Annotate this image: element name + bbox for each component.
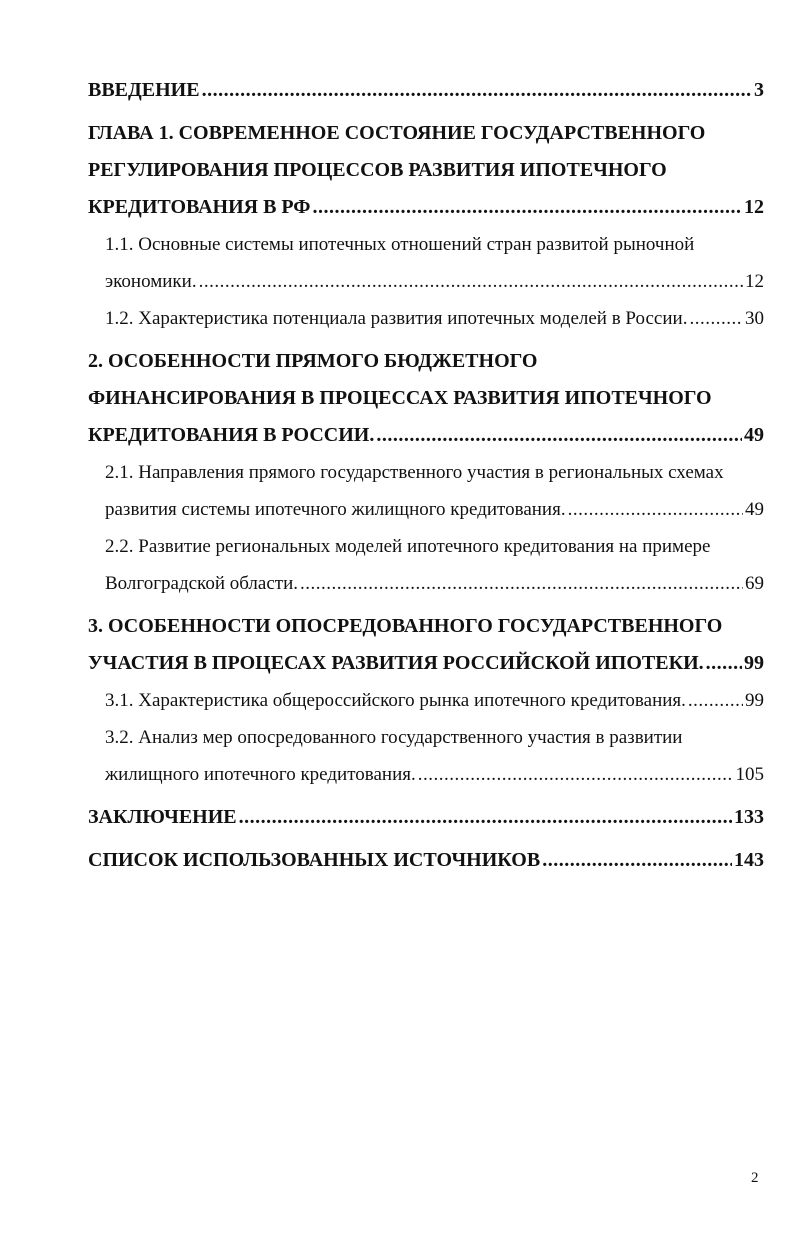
toc-intro bbox=[88, 72, 764, 109]
sources-page: 143 bbox=[734, 849, 764, 871]
chapter-2-title-line-2: ФИНАНСИРОВАНИЯ В ПРОЦЕССАХ РАЗВИТИЯ ИПОТЕЧНОГО bbox=[88, 387, 712, 409]
chapter-2-title-line-1: 2. ОСОБЕННОСТИ ПРЯМОГО БЮДЖЕТНОГО bbox=[88, 350, 538, 372]
chapter-2-title-line-3: КРЕДИТОВАНИЯ В РОССИИ. bbox=[88, 424, 375, 446]
dot-leader bbox=[199, 263, 743, 300]
toc-section-3-2 bbox=[88, 719, 764, 793]
dot-leader bbox=[202, 72, 752, 109]
section-1-2-page: 30 bbox=[745, 308, 764, 329]
dot-leader bbox=[689, 300, 743, 337]
section-3-2-title-line-1: 3.2. Анализ мер опосредованного государственного участия в развитии bbox=[105, 727, 683, 748]
section-1-1-page: 12 bbox=[745, 271, 764, 292]
section-1-1-title-line-2: экономики. bbox=[105, 271, 197, 292]
section-3-2-page: 105 bbox=[735, 764, 764, 785]
section-3-1-page: 99 bbox=[745, 690, 764, 711]
conclusion-title: ЗАКЛЮЧЕНИЕ bbox=[88, 806, 237, 828]
toc-section-1-2 bbox=[88, 300, 764, 337]
toc-sources bbox=[88, 842, 764, 879]
chapter-3-title-line-2: УЧАСТИЯ В ПРОЦЕСАХ РАЗВИТИЯ РОССИЙСКОЙ ИПОТЕКИ. bbox=[88, 652, 704, 674]
toc-intro-page: 3 bbox=[754, 79, 764, 101]
toc-intro-title: ВВЕДЕНИЕ bbox=[88, 79, 200, 101]
sources-title: СПИСОК ИСПОЛЬЗОВАННЫХ ИСТОЧНИКОВ bbox=[88, 849, 541, 871]
toc-chapter-1 bbox=[88, 115, 764, 226]
toc-conclusion bbox=[88, 799, 764, 836]
section-3-1-title: 3.1. Характеристика общероссийского рынка ипотечного кредитования. bbox=[105, 690, 686, 711]
section-2-1-title-line-2: развития системы ипотечного жилищного кредитования. bbox=[105, 499, 566, 520]
table-of-contents bbox=[88, 72, 764, 879]
dot-leader bbox=[300, 565, 743, 602]
dot-leader bbox=[239, 799, 732, 836]
chapter-3-title-line-1: 3. ОСОБЕННОСТИ ОПОСРЕДОВАННОГО ГОСУДАРСТВЕННОГО bbox=[88, 615, 723, 637]
section-2-1-page: 49 bbox=[745, 499, 764, 520]
dot-leader bbox=[568, 491, 743, 528]
dot-leader bbox=[418, 756, 734, 793]
dot-leader bbox=[688, 682, 743, 719]
section-2-2-page: 69 bbox=[745, 573, 764, 594]
dot-leader bbox=[542, 842, 732, 879]
toc-chapter-2 bbox=[88, 343, 764, 454]
chapter-3-page: 99 bbox=[744, 652, 764, 674]
section-2-1-title-line-1: 2.1. Направления прямого государственного участия в региональных схемах bbox=[105, 462, 724, 483]
toc-section-3-1 bbox=[88, 682, 764, 719]
section-2-2-title-line-2: Волгоградской области. bbox=[105, 573, 298, 594]
page-number: 2 bbox=[751, 1170, 759, 1186]
dot-leader bbox=[706, 645, 742, 682]
chapter-2-page: 49 bbox=[744, 424, 764, 446]
section-3-2-title-line-2: жилищного ипотечного кредитования. bbox=[105, 764, 416, 785]
toc-section-1-1 bbox=[88, 226, 764, 300]
chapter-1-title-line-3: КРЕДИТОВАНИЯ В РФ bbox=[88, 196, 311, 218]
dot-leader bbox=[376, 417, 742, 454]
dot-leader bbox=[312, 189, 742, 226]
conclusion-page: 133 bbox=[734, 806, 764, 828]
toc-section-2-1 bbox=[88, 454, 764, 528]
chapter-1-title-line-2: РЕГУЛИРОВАНИЯ ПРОЦЕССОВ РАЗВИТИЯ ИПОТЕЧНОГО bbox=[88, 159, 667, 181]
chapter-1-page: 12 bbox=[744, 196, 764, 218]
toc-chapter-3 bbox=[88, 608, 764, 682]
chapter-1-title-line-1: ГЛАВА 1. СОВРЕМЕННОЕ СОСТОЯНИЕ ГОСУДАРСТВЕННОГО bbox=[88, 122, 706, 144]
toc-section-2-2 bbox=[88, 528, 764, 602]
section-2-2-title-line-1: 2.2. Развитие региональных моделей ипотечного кредитования на примере bbox=[105, 536, 711, 557]
section-1-1-title-line-1: 1.1. Основные системы ипотечных отношений стран развитой рыночной bbox=[105, 234, 695, 255]
section-1-2-title: 1.2. Характеристика потенциала развития ипотечных моделей в России. bbox=[105, 308, 688, 329]
